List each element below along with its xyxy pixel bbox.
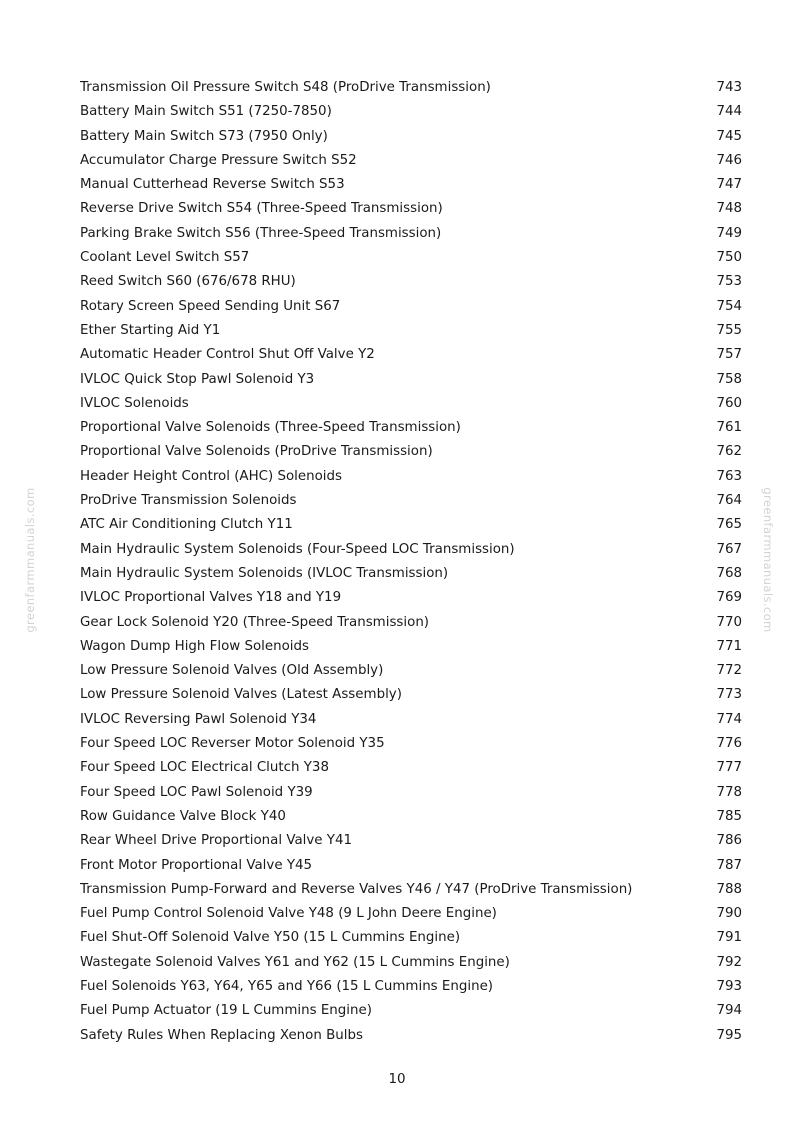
toc-entry-page: 768 (716, 565, 742, 581)
toc-entry-page: 793 (716, 978, 742, 994)
toc-entry-page: 777 (716, 760, 742, 776)
toc-entry-page: 749 (716, 225, 742, 241)
toc-entry-page: 757 (716, 347, 742, 363)
toc-entry[interactable] (80, 999, 742, 1023)
toc-entry-page: 771 (716, 638, 742, 654)
toc-entry[interactable] (80, 343, 742, 367)
toc-entry-title: IVLOC Reversing Pawl Solenoid Y34 (80, 711, 317, 727)
toc-entry-title: Battery Main Switch S73 (7950 Only) (80, 128, 328, 144)
toc-entry-page: 763 (716, 468, 742, 484)
toc-entry-page: 760 (716, 395, 742, 411)
toc-entry-page: 785 (716, 808, 742, 824)
toc-entry-title: Automatic Header Control Shut Off Valve Y2 (80, 347, 375, 363)
toc-entry-page: 746 (716, 152, 742, 168)
toc-entry[interactable] (80, 659, 742, 683)
toc-entry[interactable] (80, 513, 742, 537)
toc-entry-title: Reed Switch S60 (676/678 RHU) (80, 274, 296, 290)
toc-entry-title: Proportional Valve Solenoids (ProDrive Transmission) (80, 444, 433, 460)
toc-entry-title: Row Guidance Valve Block Y40 (80, 808, 286, 824)
toc-entry[interactable] (80, 781, 742, 805)
toc-entry-title: Manual Cutterhead Reverse Switch S53 (80, 177, 345, 193)
toc-entry[interactable] (80, 392, 742, 416)
toc-entry-page: 773 (716, 687, 742, 703)
toc-entry-title: Low Pressure Solenoid Valves (Old Assembly) (80, 663, 384, 679)
toc-entry[interactable] (80, 756, 742, 780)
toc-entry-title: Battery Main Switch S51 (7250-7850) (80, 104, 332, 120)
toc-entry-page: 754 (716, 298, 742, 314)
toc-entry-title: Main Hydraulic System Solenoids (Four-Speed LOC Transmission) (80, 541, 515, 557)
toc-entry[interactable] (80, 878, 742, 902)
toc-entry-title: Reverse Drive Switch S54 (Three-Speed Transmission) (80, 201, 443, 217)
toc-entry-page: 767 (716, 541, 742, 557)
toc-entry[interactable] (80, 197, 742, 221)
toc-entry-page: 761 (716, 420, 742, 436)
toc-entry[interactable] (80, 416, 742, 440)
toc-entry[interactable] (80, 926, 742, 950)
toc-entry[interactable] (80, 270, 742, 294)
toc-entry-title: Fuel Solenoids Y63, Y64, Y65 and Y66 (15 L Cummins Engine) (80, 978, 494, 994)
toc-entry-page: 770 (716, 614, 742, 630)
toc-entry[interactable] (80, 125, 742, 149)
toc-entry[interactable] (80, 708, 742, 732)
toc-entry-title: ATC Air Conditioning Clutch Y11 (80, 517, 293, 533)
toc-entry-page: 750 (716, 250, 742, 266)
toc-entry-title: IVLOC Solenoids (80, 395, 189, 411)
toc-entry[interactable] (80, 100, 742, 124)
page-number: 10 (388, 1072, 406, 1087)
toc-entry-page: 791 (716, 930, 742, 946)
toc-entry-title: Four Speed LOC Reverser Motor Solenoid Y35 (80, 736, 385, 752)
toc-entry[interactable] (80, 902, 742, 926)
toc-entry-page: 769 (716, 590, 742, 606)
toc-entry-title: Wastegate Solenoid Valves Y61 and Y62 (15 L Cummins Engine) (80, 954, 510, 970)
toc-entry-title: Header Height Control (AHC) Solenoids (80, 468, 343, 484)
toc-entry[interactable] (80, 319, 742, 343)
toc-entry-page: 790 (716, 906, 742, 922)
toc-entry-page: 788 (716, 881, 742, 897)
toc-entry-title: Safety Rules When Replacing Xenon Bulbs (80, 1027, 363, 1043)
toc-entry[interactable] (80, 173, 742, 197)
toc-entry-page: 795 (716, 1027, 742, 1043)
toc-entry-title: Fuel Pump Control Solenoid Valve Y48 (9 L John Deere Engine) (80, 906, 497, 922)
toc-entry-title: Proportional Valve Solenoids (Three-Speed Transmission) (80, 420, 461, 436)
toc-entry-title: Rear Wheel Drive Proportional Valve Y41 (80, 833, 353, 849)
toc-entry-title: IVLOC Proportional Valves Y18 and Y19 (80, 590, 342, 606)
toc-entry[interactable] (80, 562, 742, 586)
toc-entry-page: 772 (716, 663, 742, 679)
toc-entry[interactable] (80, 538, 742, 562)
toc-entry-title: Four Speed LOC Pawl Solenoid Y39 (80, 784, 313, 800)
toc-entry-title: Low Pressure Solenoid Valves (Latest Assembly) (80, 687, 402, 703)
toc-entry[interactable] (80, 635, 742, 659)
toc-entry-title: Main Hydraulic System Solenoids (IVLOC Transmission) (80, 565, 449, 581)
toc-entry-page: 747 (716, 177, 742, 193)
toc-entry-title: Transmission Pump-Forward and Reverse Valves Y46 / Y47 (ProDrive Transmission) (80, 881, 633, 897)
toc-entry[interactable] (80, 683, 742, 707)
toc-entry[interactable] (80, 489, 742, 513)
toc-entry-title: Fuel Shut-Off Solenoid Valve Y50 (15 L Cummins Engine) (80, 930, 461, 946)
toc-entry-page: 778 (716, 784, 742, 800)
toc-entry[interactable] (80, 465, 742, 489)
toc-entry-page: 755 (716, 322, 742, 338)
toc-entry-page: 786 (716, 833, 742, 849)
toc-entry-page: 744 (716, 104, 742, 120)
toc-entry[interactable] (80, 732, 742, 756)
toc-entry[interactable] (80, 975, 742, 999)
toc-entry[interactable] (80, 829, 742, 853)
toc-entry[interactable] (80, 611, 742, 635)
toc-entry-title: IVLOC Quick Stop Pawl Solenoid Y3 (80, 371, 315, 387)
toc-entry-title: Rotary Screen Speed Sending Unit S67 (80, 298, 341, 314)
toc-entry-title: Fuel Pump Actuator (19 L Cummins Engine) (80, 1003, 372, 1019)
toc-entry[interactable] (80, 368, 742, 392)
toc-entry-page: 745 (716, 128, 742, 144)
watermark-right: greenfarmmanuals.com (761, 487, 775, 633)
toc-entry[interactable] (80, 246, 742, 270)
toc-entry[interactable] (80, 149, 742, 173)
toc-entry[interactable] (80, 295, 742, 319)
table-of-contents (80, 76, 742, 1048)
toc-entry[interactable] (80, 1024, 742, 1048)
toc-entry-title: Accumulator Charge Pressure Switch S52 (80, 152, 357, 168)
toc-entry-page: 792 (716, 954, 742, 970)
toc-entry-page: 794 (716, 1003, 742, 1019)
watermark-left: greenfarmmanuals.com (23, 487, 37, 633)
toc-entry[interactable] (80, 854, 742, 878)
toc-entry[interactable] (80, 440, 742, 464)
toc-entry-page: 762 (716, 444, 742, 460)
toc-entry-title: Front Motor Proportional Valve Y45 (80, 857, 313, 873)
toc-entry[interactable] (80, 951, 742, 975)
toc-entry-page: 743 (716, 80, 742, 95)
toc-entry-page: 753 (716, 274, 742, 290)
toc-entry[interactable] (80, 222, 742, 246)
toc-entry-title: Ether Starting Aid Y1 (80, 322, 221, 338)
toc-entry-title: Coolant Level Switch S57 (80, 250, 250, 266)
toc-entry-title: Four Speed LOC Electrical Clutch Y38 (80, 760, 329, 776)
toc-entry-page: 765 (716, 517, 742, 533)
toc-entry-page: 764 (716, 493, 742, 509)
toc-entry[interactable] (80, 805, 742, 829)
toc-entry-title: ProDrive Transmission Solenoids (80, 493, 297, 509)
toc-entry-title: Gear Lock Solenoid Y20 (Three-Speed Transmission) (80, 614, 430, 630)
toc-entry-title: Transmission Oil Pressure Switch S48 (ProDrive Transmission) (80, 80, 491, 95)
toc-entry-page: 748 (716, 201, 742, 217)
toc-entry-page: 758 (716, 371, 742, 387)
toc-entry[interactable] (80, 76, 742, 100)
toc-entry-page: 774 (716, 711, 742, 727)
toc-entry-page: 776 (716, 736, 742, 752)
toc-entry-page: 787 (716, 857, 742, 873)
toc-entry[interactable] (80, 586, 742, 610)
toc-entry-title: Parking Brake Switch S56 (Three-Speed Transmission) (80, 225, 442, 241)
toc-entry-title: Wagon Dump High Flow Solenoids (80, 638, 310, 654)
